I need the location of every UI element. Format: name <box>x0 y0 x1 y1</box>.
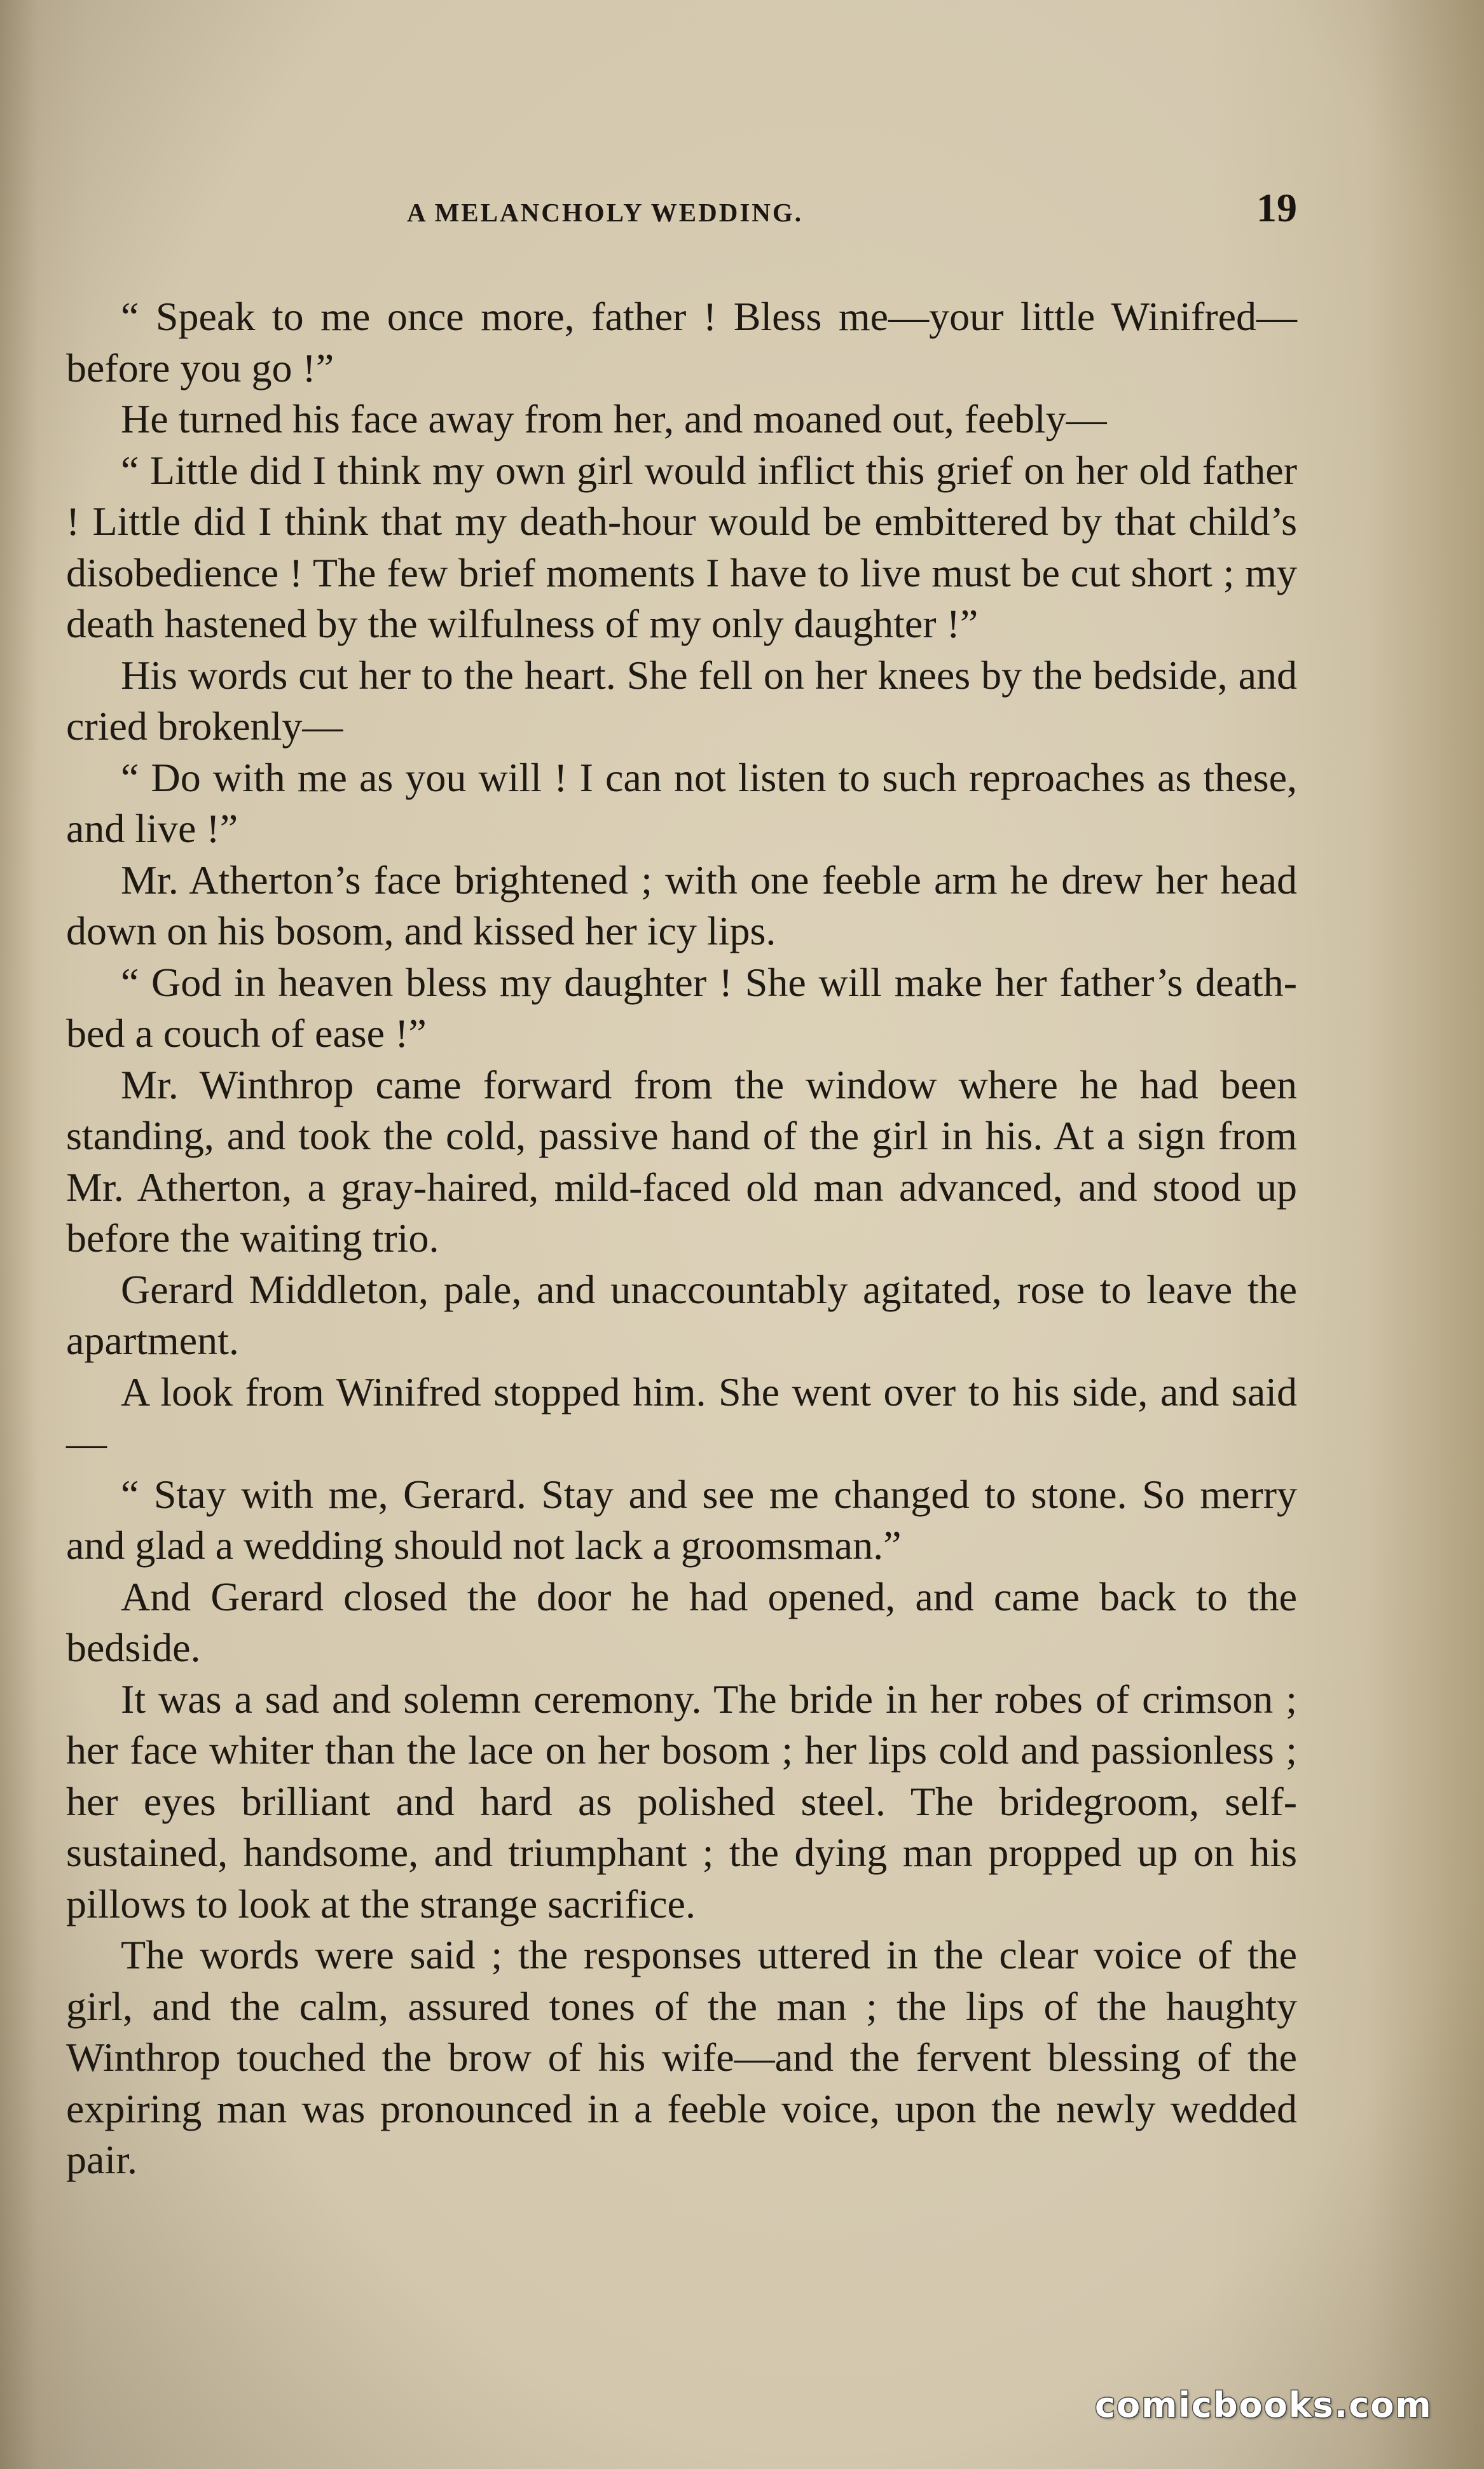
paragraph: A look from Winifred stopped him. She went over to his side, and said— <box>66 1369 1297 1465</box>
page-number: 19 <box>1256 185 1297 230</box>
paragraph: He turned his face away from her, and moaned out, feebly— <box>121 396 1107 441</box>
paragraph: “ Do with me as you will ! I can not listen to such reproaches as these, and live !” <box>66 754 1297 851</box>
paragraph: And Gerard closed the door he had opened, and came back to the bedside. <box>66 1573 1297 1670</box>
paragraph: “ God in heaven bless my daughter ! She will make her father’s death-bed a couch of ease !” <box>66 959 1297 1056</box>
paragraph: Gerard Middleton, pale, and unaccountably agitated, rose to leave the apartment. <box>66 1266 1297 1363</box>
paragraph: His words cut her to the heart. She fell on her knees by the bedside, and cried brokenly— <box>66 652 1297 749</box>
paragraph: “ Stay with me, Gerard. Stay and see me changed to stone. So merry and glad a wedding should not lack a groomsman.” <box>66 1471 1297 1568</box>
paragraph: It was a sad and solemn ceremony. The bride in her robes of crimson ; her face whiter than the lace on her bosom ; her lips cold and passionless ; her eyes brilliant and hard as polished steel. The bridegroom, self-sustained, handsome, and triumphant ; the dying man propped up on his pillows to look at the strange sacrifice. <box>66 1676 1297 1926</box>
paragraph: Mr. Atherton’s face brightened ; with one feeble arm he drew her head down on his bosom, and kissed her icy lips. <box>66 857 1297 953</box>
paragraph: “ Speak to me once more, father ! Bless me—your little Winifred—before you go !” <box>66 294 1297 391</box>
watermark: comicbooks.com <box>1095 2385 1432 2425</box>
paragraph: The words were said ; the responses uttered in the clear voice of the girl, and the calm, assured tones of the man ; the lips of the haughty Winthrop touched the brow of his wife—and the fervent blessing of the expiring man was pronounced in a feeble voice, upon the newly wedded pair. <box>66 1932 1297 2182</box>
body-text <box>66 291 1297 2186</box>
paragraph: “ Little did I think my own girl would inflict this grief on her old father ! Little did I think that my death-hour would be embittered by that child’s disobedience ! The few brief moments I have to live must be cut short ; my death hastened by the wilfulness of my only daughter !” <box>66 447 1297 646</box>
paragraph: Mr. Winthrop came forward from the window where he had been standing, and took the cold, passive hand of the girl in his. At a sign from Mr. Atherton, a gray-haired, mild-faced old man advanced, and stood up before the waiting trio. <box>66 1062 1297 1261</box>
running-head: A MELANCHOLY WEDDING. <box>407 198 804 227</box>
page-header <box>64 184 1297 242</box>
